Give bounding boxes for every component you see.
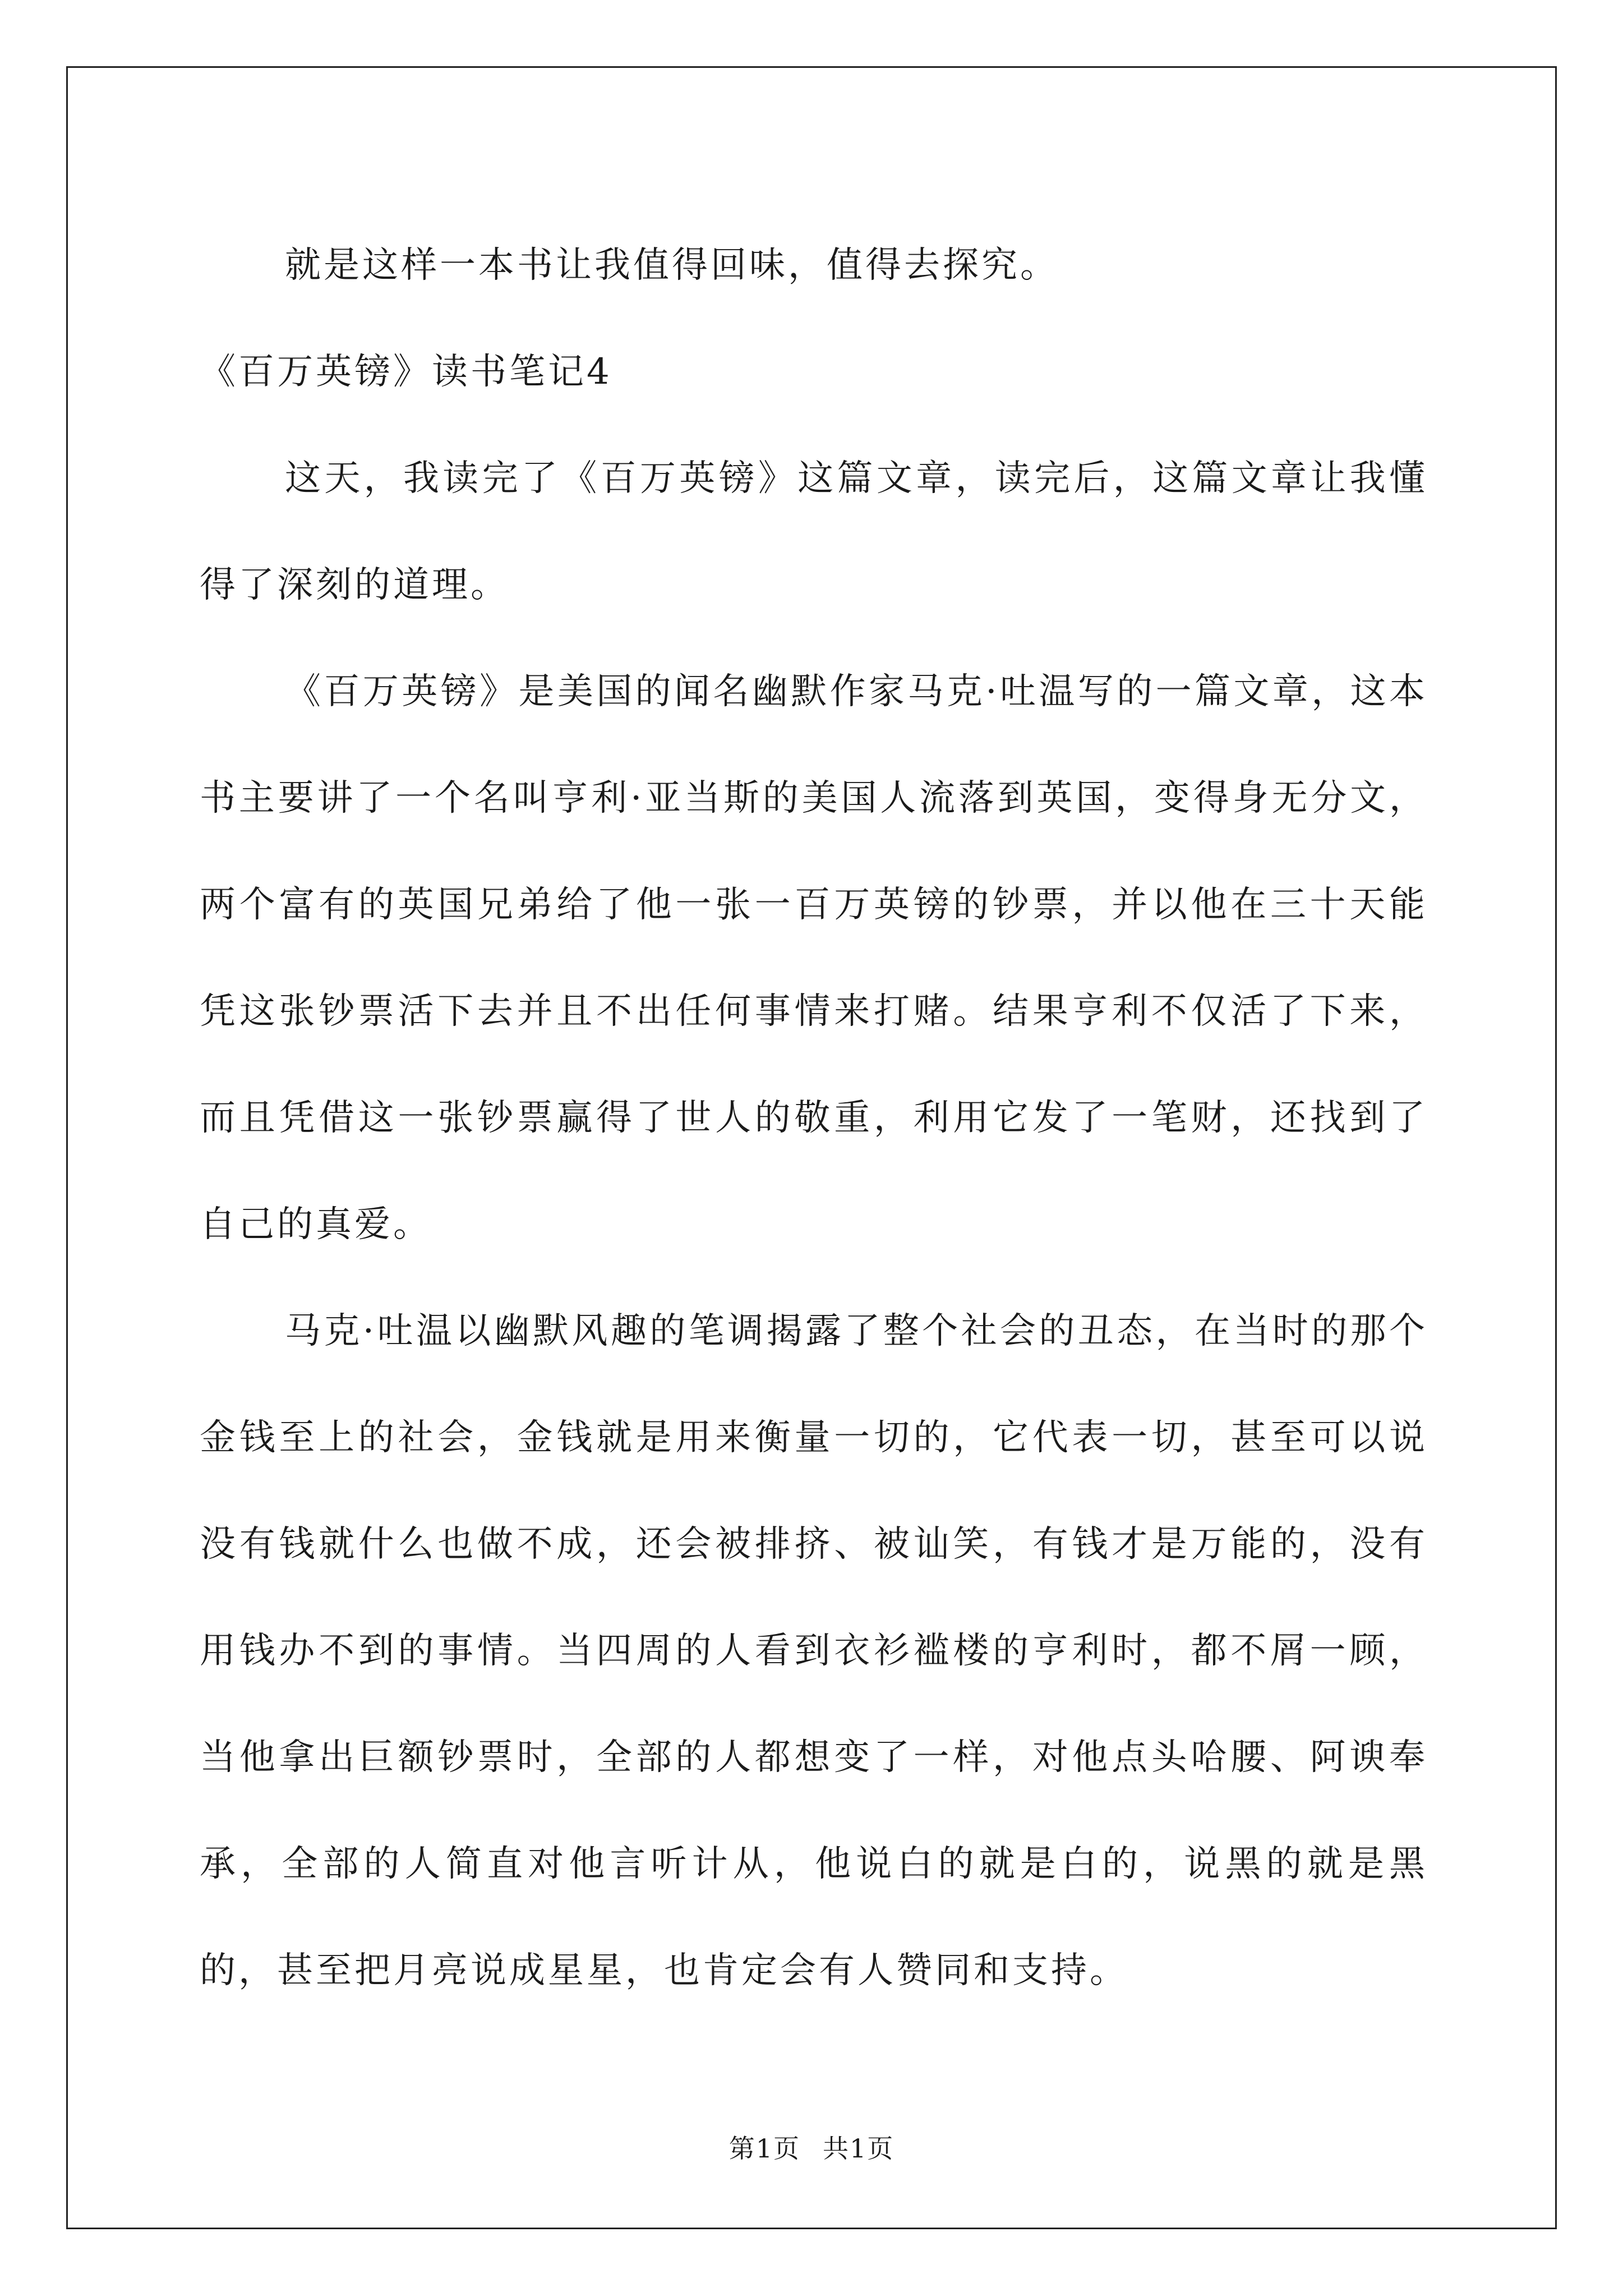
paragraph-intro-closing: 就是这样一本书让我值得回味，值得去探究。 xyxy=(285,245,1059,286)
section-heading: 《百万英镑》读书笔记4 xyxy=(200,351,612,393)
paragraph-reading-reflection: 这天，我读完了《百万英镑》这篇文章，读完后，这篇文章让我懂得了深刻的道理。 xyxy=(200,458,1428,606)
document-body xyxy=(200,212,1428,2024)
page-total: 共1页 xyxy=(823,2133,895,2164)
paragraph-social-critique: 马克·吐温以幽默风趣的笔调揭露了整个社会的丑态，在当时的那个金钱至上的社会，金钱就是用来衡量一切的，它代表一切，甚至可以说没有钱就什么也做不成，还会被排挤、被讪笑，有钱才是万能的，没有用钱办不到的事情。当四周的人看到衣衫褴楼的亨利时，都不屑一顾，当他拿出巨额钞票时，全部的人都想变了一样，对他点头哈腰、阿谀奉承，全部的人简直对他言听计从，他说白的就是白的，说黑的就是黑的，甚至把月亮说成星星，也肯定会有人赞同和支持。 xyxy=(200,1310,1428,1991)
page-number: 第1页 xyxy=(728,2133,800,2164)
paragraph-story-summary: 《百万英镑》是美国的闻名幽默作家马克·吐温写的一篇文章，这本书主要讲了一个名叫亨利·亚当斯的美国人流落到英国，变得身无分文，两个富有的英国兄弟给了他一张一百万英镑的钞票，并以他在三十天能凭这张钞票活下去并且不出任何事情来打赌。结果亨利不仅活了下来，而且凭借这一张钞票赢得了世人的敬重，利用它发了一笔财，还找到了自己的真爱。 xyxy=(200,671,1428,1245)
page-footer xyxy=(0,2132,1623,2165)
